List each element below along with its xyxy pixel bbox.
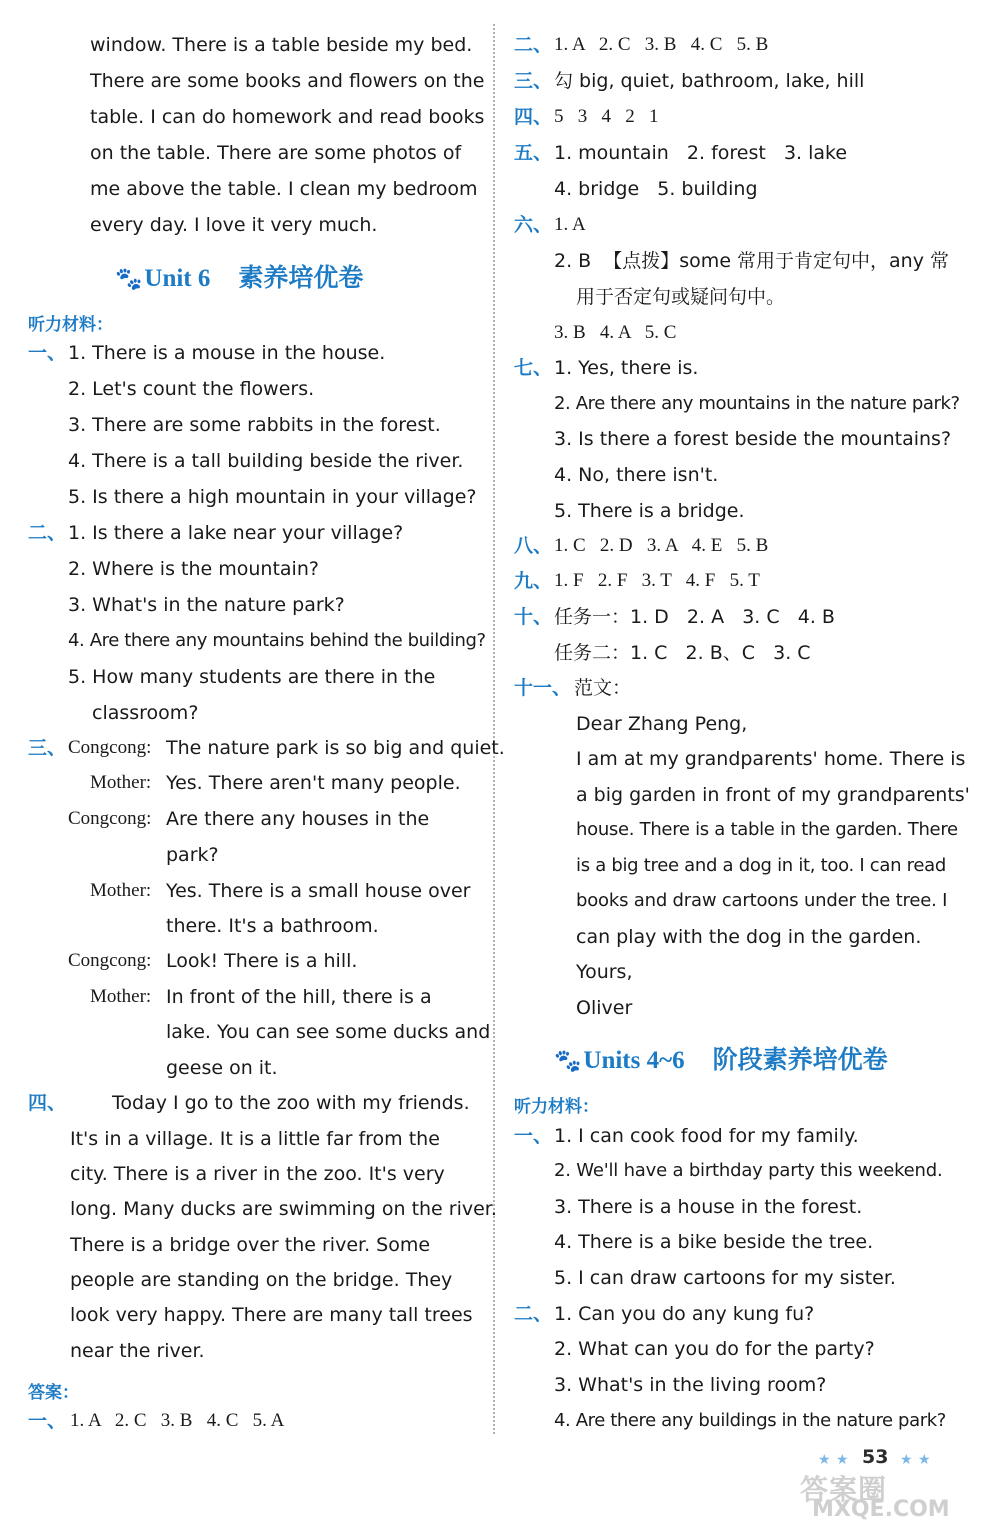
answers-label: 答案： [28,1383,79,1403]
listening-item: 2. Let's count the flowers. [68,378,315,400]
listening-item: 4. There is a tall building beside the river. [68,450,464,472]
listening-item: 4. There is a bike beside the tree. [554,1231,874,1253]
section-number: 二、 [514,1303,553,1325]
letter-line: can play with the dog in the garden. [576,926,922,948]
section-number: 十一、 [514,677,572,699]
answer-line: 5. There is a bridge. [554,500,745,522]
dialogue-line: Are there any houses in the [166,808,430,830]
passage-line: people are standing on the bridge. They [70,1269,453,1291]
listening-item: 5. How many students are there in the [68,666,436,688]
answer-line: 3. B 4. A 5. C [554,322,677,343]
passage-line: near the river. [70,1340,205,1362]
listening-item: 2. What can you do for the party? [554,1338,875,1360]
section-number: 四、 [514,106,553,128]
passage-line: There is a bridge over the river. Some [70,1234,431,1256]
star-icon: ★ [818,1452,831,1468]
listening-item: 3. What's in the nature park? [68,594,345,616]
dialogue-speaker: Congcong: [68,737,152,758]
answer-line: 1. C 2. D 3. A 4. E 5. B [554,535,769,556]
dialogue-speaker: Mother: [90,880,152,901]
section-number: 八、 [514,535,553,557]
listening-item: 1. Can you do any kung fu? [554,1303,815,1325]
answer-line: 3. Is there a forest beside the mountains? [554,428,952,450]
dialogue-line: The nature park is so big and quiet. [166,737,505,759]
column-divider [493,24,495,1434]
listening-item: 4. Are there any buildings in the nature park? [554,1410,946,1431]
listening-item: 2. Where is the mountain? [68,558,319,580]
dialogue-speaker: Mother: [90,772,152,793]
listening-label: 听力材料： [514,1097,599,1117]
letter-line: Oliver [576,997,633,1019]
passage-line: city. There is a river in the zoo. It's very [70,1163,445,1185]
dialogue-line: Look! There is a hill. [166,950,358,972]
intro-line: table. I can do homework and read books [90,106,485,128]
passage-line: long. Many ducks are swimming on the river. [70,1198,497,1220]
listening-item: 2. We'll have a birthday party this weekend. [554,1160,943,1181]
units-heading: 🐾Units 4~6 阶段素养培优卷 [554,1045,888,1074]
listening-item: classroom? [92,702,199,724]
section-number: 十、 [514,606,553,628]
dialogue-line: Yes. There aren't many people. [166,772,461,794]
letter-line: a big garden in front of my grandparents' [576,784,970,806]
section-number: 一、 [28,1410,67,1432]
letter-line: books and draw cartoons under the tree. I [576,890,948,911]
letter-line: Dear Zhang Peng, [576,713,748,735]
answer-line: 2. Are there any mountains in the nature park? [554,393,960,414]
answer-tip: 用于否定句或疑问句中。 [576,286,786,308]
listening-item: 3. There are some rabbits in the forest. [68,414,441,436]
intro-line: window. There is a table beside my bed. [90,34,473,56]
answer-line: 1. A 2. C 3. B 4. C 5. A [70,1410,285,1431]
paw-icon: 🐾 [115,267,143,292]
section-number: 二、 [28,522,67,544]
answer-line: 1. Yes, there is. [554,357,699,379]
passage-line: Today I go to the zoo with my friends. [112,1092,470,1114]
listening-item: 1. I can cook food for my family. [554,1125,859,1147]
star-icon: ★ [918,1452,931,1468]
sample-essay-label: 范文： [574,677,632,699]
dialogue-speaker: Mother: [90,986,152,1007]
intro-line: every day. I love it very much. [90,214,378,236]
passage-line: look very happy. There are many tall trees [70,1304,473,1326]
dialogue-line: Yes. There is a small house over [166,880,471,902]
listening-item: 3. There is a house in the forest. [554,1196,863,1218]
dialogue-line: In front of the hill, there is a [166,986,432,1008]
answer-line: 4. bridge 5. building [554,178,758,200]
dialogue-speaker: Congcong: [68,808,152,829]
intro-line: me above the table. I clean my bedroom [90,178,478,200]
answer-line: 任务一：1. D 2. A 3. C 4. B [554,606,835,628]
listening-item: 3. What's in the living room? [554,1374,827,1396]
star-icon: ★ [900,1452,913,1468]
answer-line: 5 3 4 2 1 [554,106,659,127]
section-number: 六、 [514,214,553,236]
answer-line: 4. No, there isn't. [554,464,719,486]
listening-label: 听力材料： [28,315,113,335]
listening-item: 5. I can draw cartoons for my sister. [554,1267,896,1289]
dialogue-line: lake. You can see some ducks and [166,1021,491,1043]
dialogue-line: there. It's a bathroom. [166,915,379,937]
answer-line: 任务二：1. C 2. B、C 3. C [554,642,811,664]
listening-item: 1. Is there a lake near your village? [68,522,404,544]
section-number: 四、 [28,1092,67,1114]
section-number: 三、 [28,737,67,759]
answer-line: 1. F 2. F 3. T 4. F 5. T [554,570,760,591]
unit6-heading: 🐾Unit 6 素养培优卷 [115,263,364,292]
intro-line: on the table. There are some photos of [90,142,462,164]
letter-line: I am at my grandparents' home. There is [576,748,966,770]
section-number: 二、 [514,34,553,56]
dialogue-line: geese on it. [166,1057,278,1079]
letter-line: Yours, [576,961,633,983]
section-number: 一、 [28,342,67,364]
paw-icon: 🐾 [554,1049,582,1074]
watermark-url: MXQE.COM [812,1497,950,1522]
star-icon: ★ [836,1452,849,1468]
section-number: 一、 [514,1125,553,1147]
answer-line: 1. A 2. C 3. B 4. C 5. B [554,34,769,55]
section-number: 七、 [514,357,553,379]
section-number: 九、 [514,570,553,592]
letter-line: house. There is a table in the garden. There [576,819,958,840]
dialogue-speaker: Congcong: [68,950,152,971]
answer-line: 1. mountain 2. forest 3. lake [554,142,848,164]
answer-line: 勾 big, quiet, bathroom, lake, hill [554,70,865,92]
section-number: 三、 [514,70,553,92]
answer-line: 1. A [554,214,586,235]
intro-line: There are some books and flowers on the [90,70,485,92]
section-number: 五、 [514,142,553,164]
listening-item: 1. There is a mouse in the house. [68,342,386,364]
listening-item: 5. Is there a high mountain in your village? [68,486,477,508]
listening-item: 4. Are there any mountains behind the building? [68,630,486,651]
passage-line: It's in a village. It is a little far from the [70,1128,440,1150]
page-number: 53 [862,1446,889,1468]
answer-tip: 2. B 【点拨】some 常用于肯定句中，any 常 [554,250,950,272]
dialogue-line: park? [166,844,219,866]
watermark-logo: 答案圈 [800,1473,888,1506]
letter-line: is a big tree and a dog in it, too. I can read [576,855,946,876]
